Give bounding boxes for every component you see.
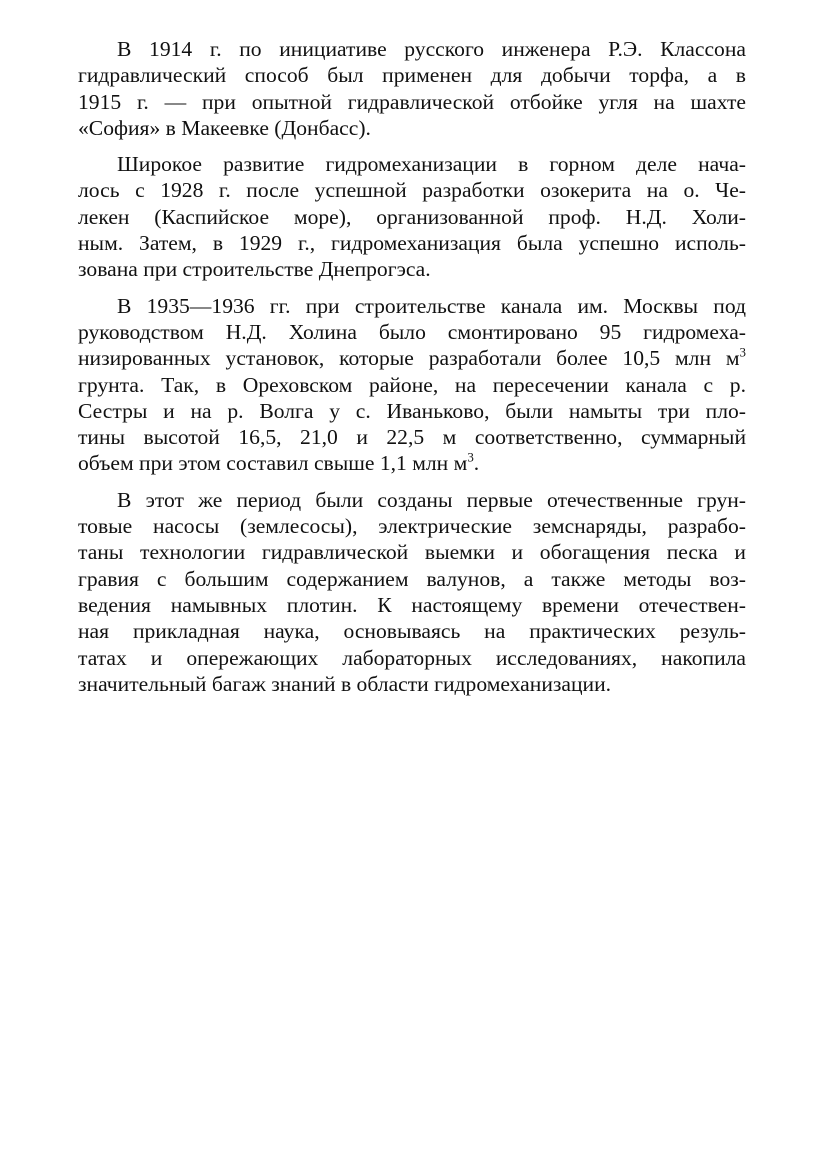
text-line: таны технологии гидравлической выемки и обогащения песка и xyxy=(78,540,746,565)
text-line: В 1935—1936 гг. при строительстве канала им. Москвы под xyxy=(117,293,746,318)
paragraph-4 xyxy=(78,487,746,697)
text-line: В этот же период были созданы первые отечественные грун- xyxy=(117,487,746,512)
text-line: «София» в Макеевке (Донбасс). xyxy=(78,115,371,140)
body-text xyxy=(78,36,746,707)
paragraph-2 xyxy=(78,151,746,282)
text-line: 1915 г. — при опытной гидравлической отбойке угля на шахте xyxy=(78,89,746,114)
text-line: зована при строительстве Днепрогэса. xyxy=(78,257,431,282)
text-line: руководством Н.Д. Холина было смонтировано 95 гидромеха- xyxy=(78,319,746,344)
text-line: Широкое развитие гидромеханизации в горном деле нача- xyxy=(117,152,746,177)
text-line: низированных установок, которые разработали более 10,5 млн $м^3$ xyxy=(78,344,746,371)
paragraph-3 xyxy=(78,293,746,477)
text-line: товые насосы (землесосы), электрические земснаряды, разрабо- xyxy=(78,514,746,539)
text-line: гидравлический способ был применен для добычи торфа, а в xyxy=(78,63,746,88)
text-line: грунта. Так, в Ореховском районе, на пересечении канала с р. xyxy=(78,372,746,397)
text-line: значительный багаж знаний в области гидромеханизации. xyxy=(78,671,612,696)
paragraph-1 xyxy=(78,36,746,141)
text-line: тины высотой 16,5, 21,0 и 22,5 м соответственно, суммарный xyxy=(78,425,746,450)
text-line: Сестры и на р. Волга у с. Иваньково, были намыты три пло- xyxy=(78,398,746,423)
text-line: лось с 1928 г. после успешной разработки озокерита на о. Че- xyxy=(78,178,746,203)
text-line: объем при этом составил свыше 1,1 млн $м^3$. xyxy=(78,450,480,476)
text-line: В 1914 г. по инициативе русского инженера Р.Э. Классона xyxy=(117,37,746,61)
text-line: лекен (Каспийское море), организованной проф. Н.Д. Холи- xyxy=(78,204,746,229)
text-line: ная прикладная наука, основываясь на практических резуль- xyxy=(78,619,746,644)
text-line: ведения намывных плотин. К настоящему времени отечествен- xyxy=(78,592,746,617)
text-line: гравия с большим содержанием валунов, а также методы воз- xyxy=(78,566,746,591)
text-line: ным. Затем, в 1929 г., гидромеханизация была успешно исполь- xyxy=(78,231,746,256)
text-line: татах и опережающих лабораторных исследованиях, накопила xyxy=(78,645,746,670)
